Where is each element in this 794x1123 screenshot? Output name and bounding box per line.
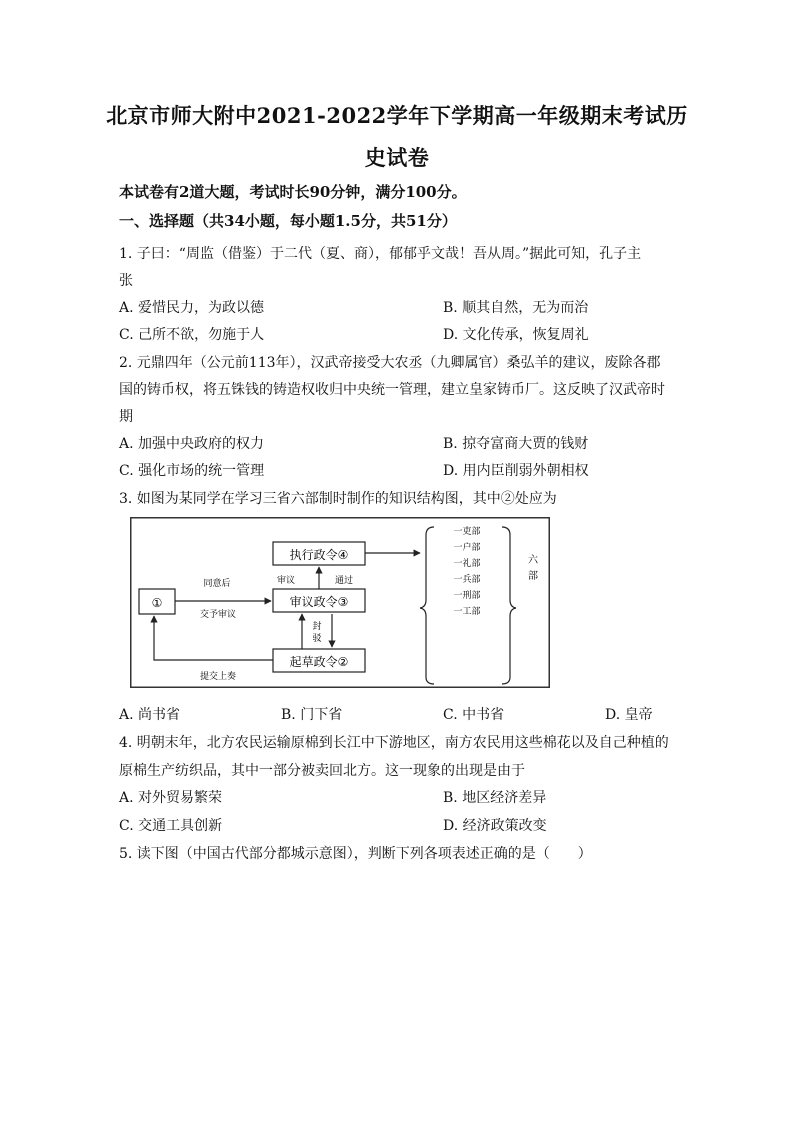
q3-stem: 3. 如图为某同学在学习三省六部制时制作的知识结构图，其中②处应为 <box>119 491 557 507</box>
q1-stem-line2: 张 <box>119 273 133 289</box>
label-hand-review: 交予审议 <box>199 610 237 620</box>
q5-stem: 5. 读下图（中国古代部分都城示意图），判断下列各项表述正确的是（ ） <box>119 846 592 862</box>
q2-stem-line2: 国的铸币权，将五铢钱的铸造权收归中央统一管理，建立皇家铸币厂。这反映了汉武帝时 <box>119 382 665 398</box>
q4-option-a[interactable]: A. 对外贸易繁荣 <box>119 790 223 806</box>
q2-stem-line1: 2. 元鼎四年（公元前113年），汉武帝接受大农丞（九卿属官）桑弘羊的建议，废除各郡 <box>119 355 661 371</box>
q2-option-c[interactable]: C. 强化市场的统一管理 <box>119 463 265 479</box>
box-emperor-label: ① <box>151 596 163 610</box>
q1-option-a[interactable]: A. 爱惜民力，为政以德 <box>119 300 265 316</box>
q4-option-c[interactable]: C. 交通工具创新 <box>119 818 223 834</box>
q1-option-b[interactable]: B. 顺其自然，无为而治 <box>443 300 589 316</box>
q2-option-a[interactable]: A. 加强中央政府的权力 <box>119 436 265 452</box>
q1-stem-line1: 1. 子曰：“周监（借鉴）于二代（夏、商），郁郁乎文哉！吾从周。”据此可知，孔子主 <box>119 246 642 262</box>
q3-option-c[interactable]: C. 中书省 <box>443 707 505 723</box>
ministry-personnel: 一吏部 <box>453 527 481 537</box>
q2-option-d[interactable]: D. 用内臣削弱外朝相权 <box>443 463 589 479</box>
q3-option-d[interactable]: D. 皇帝 <box>605 707 653 723</box>
q4-stem-line2: 原棉生产纺织品，其中一部分被卖回北方。这一现象的出现是由于 <box>119 763 525 779</box>
q4-option-b[interactable]: B. 地区经济差异 <box>443 790 547 806</box>
q2-option-b[interactable]: B. 掠夺富商大贾的钱财 <box>443 436 589 452</box>
exam-title-line1: 北京市师大附中2021-2022学年下学期高一年级期末考试历 <box>106 103 688 128</box>
ministry-rites: 一礼部 <box>453 559 481 569</box>
ministry-revenue: 一户部 <box>453 543 481 553</box>
label-agree: 同意后 <box>203 579 231 589</box>
label-tongguo: 通过 <box>334 576 354 586</box>
exam-title-line2: 史试卷 <box>364 145 430 170</box>
q3-option-a[interactable]: A. 尚书省 <box>119 707 181 723</box>
section1-heading: 一、选择题（共34小题，每小题1.5分，共51分） <box>119 212 457 230</box>
exam-intro: 本试卷有2道大题，考试时长90分钟，满分100分。 <box>119 183 467 201</box>
label-feng: 封 <box>312 622 322 632</box>
ministry-works: 一工部 <box>453 607 481 617</box>
box-draft-label: 起草政令② <box>289 655 349 669</box>
q4-stem-line1: 4. 明朝末年，北方农民运输原棉到长江中下游地区，南方农民用这些棉花以及自己种植的 <box>119 735 669 751</box>
label-liu: 六 <box>528 555 538 566</box>
q4-option-d[interactable]: D. 经济政策改变 <box>443 818 547 834</box>
three-departments-diagram <box>130 517 550 688</box>
q1-option-c[interactable]: C. 己所不欲，勿施于人 <box>119 327 265 343</box>
label-bu: 部 <box>528 571 538 582</box>
q1-option-d[interactable]: D. 文化传承，恢复周礼 <box>443 327 589 343</box>
box-execute-label: 执行政令④ <box>289 548 349 562</box>
ministry-justice: 一刑部 <box>453 591 481 601</box>
label-bo: 驳 <box>312 634 322 644</box>
label-shenyi: 审议 <box>276 576 296 586</box>
q3-option-b[interactable]: B. 门下省 <box>281 707 343 723</box>
label-submit: 提交上奏 <box>199 672 237 682</box>
ministry-war: 一兵部 <box>453 575 481 585</box>
box-review-label: 审议政令③ <box>289 595 349 609</box>
q2-stem-line3: 期 <box>119 409 133 425</box>
